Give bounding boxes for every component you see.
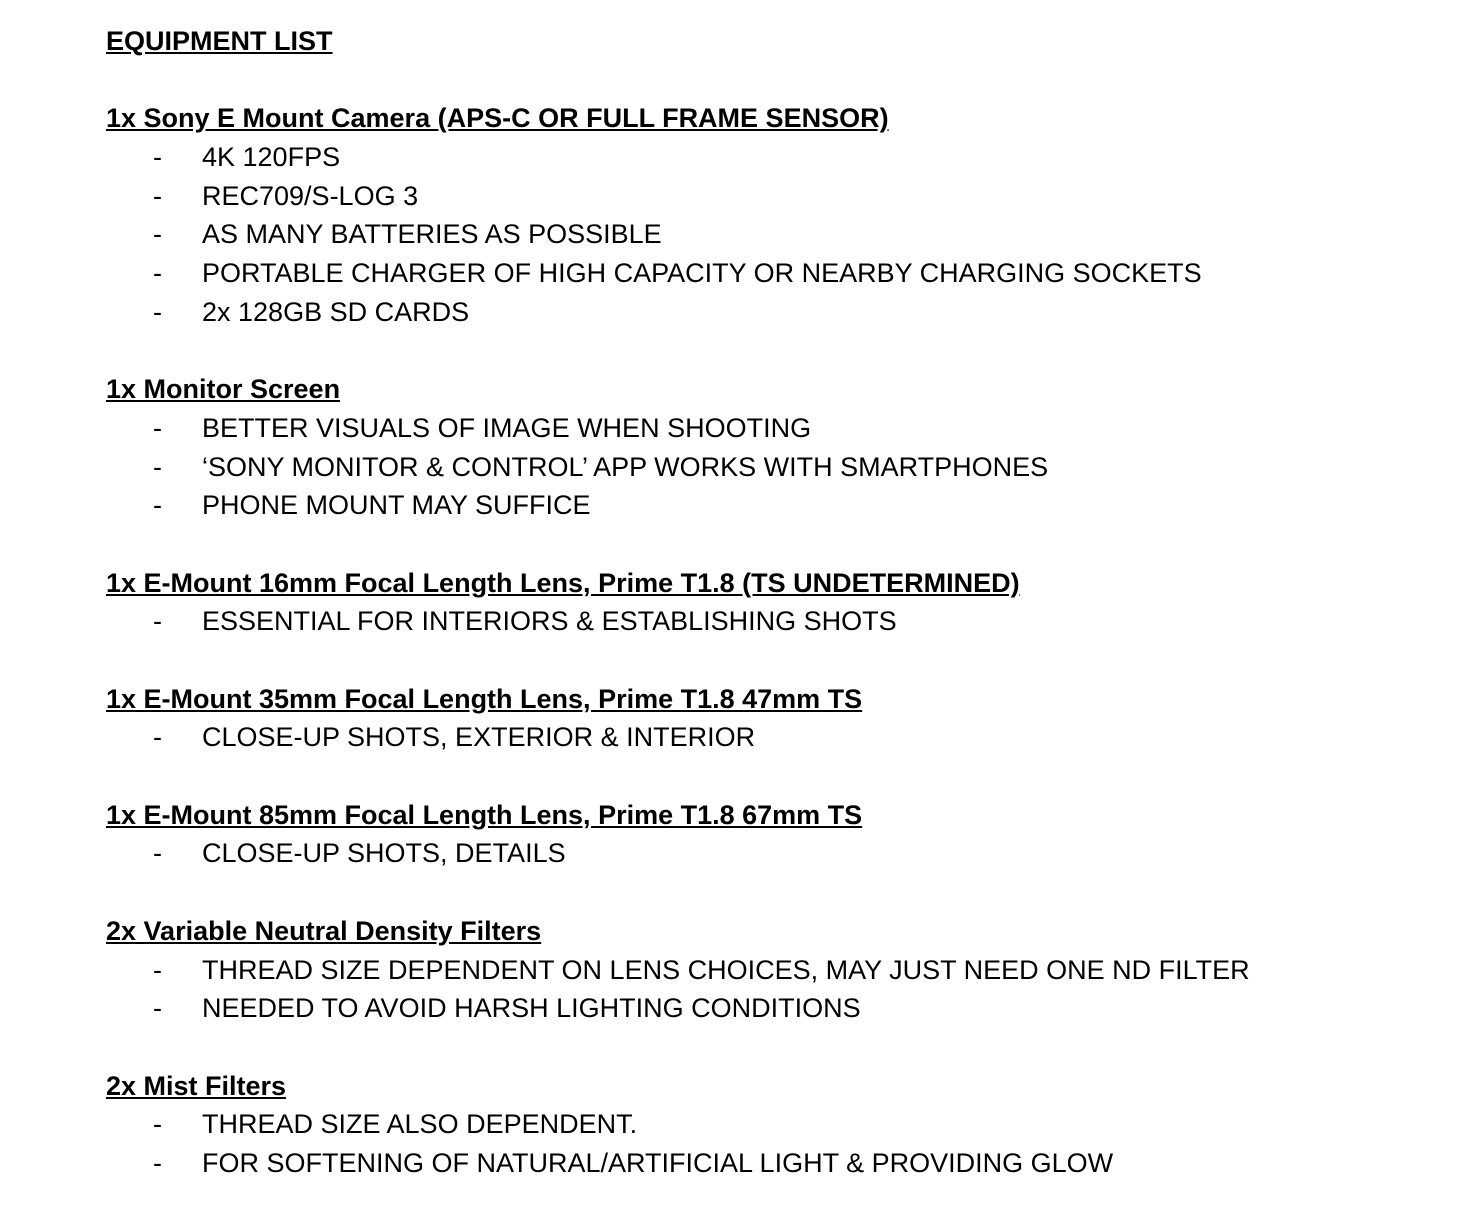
bullet-dash-icon: - — [153, 606, 162, 637]
document-title: EQUIPMENT LIST — [106, 26, 333, 56]
list-item-text: CLOSE-UP SHOTS, DETAILS — [202, 838, 566, 869]
bullet-list — [106, 718, 1466, 757]
list-item — [106, 177, 1466, 216]
equipment-section — [106, 1067, 1466, 1183]
list-item — [106, 1105, 1466, 1144]
bullet-list — [106, 951, 1466, 1028]
section-spacer — [106, 61, 1466, 100]
bullet-dash-icon: - — [153, 142, 162, 173]
bullet-dash-icon: - — [153, 219, 162, 250]
equipment-section — [106, 99, 1466, 331]
bullet-dash-icon: - — [153, 993, 162, 1024]
section-spacer — [106, 641, 1466, 680]
bullet-dash-icon: - — [153, 1109, 162, 1140]
list-item — [106, 138, 1466, 177]
list-item — [106, 215, 1466, 254]
list-item — [106, 951, 1466, 990]
list-item-text: AS MANY BATTERIES AS POSSIBLE — [202, 219, 662, 250]
list-item — [106, 254, 1466, 293]
bullet-dash-icon: - — [153, 451, 162, 482]
bullet-list — [106, 1105, 1466, 1182]
list-item-text: FOR SOFTENING OF NATURAL/ARTIFICIAL LIGHT & PROVIDING GLOW — [202, 1147, 1114, 1178]
section-heading: 1x E-Mount 35mm Focal Length Lens, Prime T1.8 47mm TS — [106, 683, 863, 714]
list-item — [106, 293, 1466, 332]
section-heading: 1x Sony E Mount Camera (APS-C OR FULL FRAME SENSOR) — [106, 103, 889, 134]
list-item-text: ESSENTIAL FOR INTERIORS & ESTABLISHING SHOTS — [202, 606, 897, 637]
list-item-text: CLOSE-UP SHOTS, EXTERIOR & INTERIOR — [202, 722, 756, 753]
list-item-text: 4K 120FPS — [202, 142, 341, 173]
bullet-list — [106, 138, 1466, 331]
equipment-section — [106, 912, 1466, 1028]
bullet-dash-icon: - — [153, 722, 162, 753]
equipment-section — [106, 370, 1466, 525]
section-heading: 1x E-Mount 16mm Focal Length Lens, Prime T1.8 (TS UNDETERMINED) — [106, 567, 1020, 598]
section-heading: 2x Variable Neutral Density Filters — [106, 915, 542, 946]
section-heading: 1x E-Mount 85mm Focal Length Lens, Prime T1.8 67mm TS — [106, 799, 863, 830]
bullet-dash-icon: - — [153, 296, 162, 327]
list-item-text: 2x 128GB SD CARDS — [202, 296, 470, 327]
bullet-dash-icon: - — [153, 180, 162, 211]
list-item — [106, 486, 1466, 525]
bullet-dash-icon: - — [153, 838, 162, 869]
bullet-dash-icon: - — [153, 258, 162, 289]
list-item-text: REC709/S-LOG 3 — [202, 180, 419, 211]
list-item — [106, 718, 1466, 757]
section-spacer — [106, 332, 1466, 371]
document-body — [106, 22, 1466, 1183]
section-spacer — [106, 757, 1466, 796]
section-heading: 1x Monitor Screen — [106, 374, 341, 405]
list-item — [106, 448, 1466, 487]
list-item-text: ‘SONY MONITOR & CONTROL’ APP WORKS WITH SMARTPHONES — [202, 451, 1049, 482]
section-spacer — [106, 1028, 1466, 1067]
section-spacer — [106, 873, 1466, 912]
bullet-list — [106, 602, 1466, 641]
bullet-list — [106, 409, 1466, 525]
list-item — [106, 1144, 1466, 1183]
equipment-sections — [106, 61, 1466, 1183]
bullet-list — [106, 834, 1466, 873]
list-item-text: PORTABLE CHARGER OF HIGH CAPACITY OR NEARBY CHARGING SOCKETS — [202, 258, 1202, 289]
bullet-dash-icon: - — [153, 412, 162, 443]
list-item-text: THREAD SIZE ALSO DEPENDENT. — [202, 1109, 638, 1140]
bullet-dash-icon: - — [153, 954, 162, 985]
list-item-text: BETTER VISUALS OF IMAGE WHEN SHOOTING — [202, 412, 812, 443]
equipment-section — [106, 796, 1466, 873]
list-item — [106, 602, 1466, 641]
equipment-section — [106, 680, 1466, 757]
list-item — [106, 834, 1466, 873]
list-item-text: THREAD SIZE DEPENDENT ON LENS CHOICES, MAY JUST NEED ONE ND FILTER — [202, 954, 1250, 985]
section-spacer — [106, 525, 1466, 564]
list-item — [106, 409, 1466, 448]
section-heading: 2x Mist Filters — [106, 1070, 287, 1101]
bullet-dash-icon: - — [153, 490, 162, 521]
bullet-dash-icon: - — [153, 1147, 162, 1178]
list-item-text: NEEDED TO AVOID HARSH LIGHTING CONDITIONS — [202, 993, 861, 1024]
list-item — [106, 989, 1466, 1028]
equipment-section — [106, 564, 1466, 641]
list-item-text: PHONE MOUNT MAY SUFFICE — [202, 490, 591, 521]
